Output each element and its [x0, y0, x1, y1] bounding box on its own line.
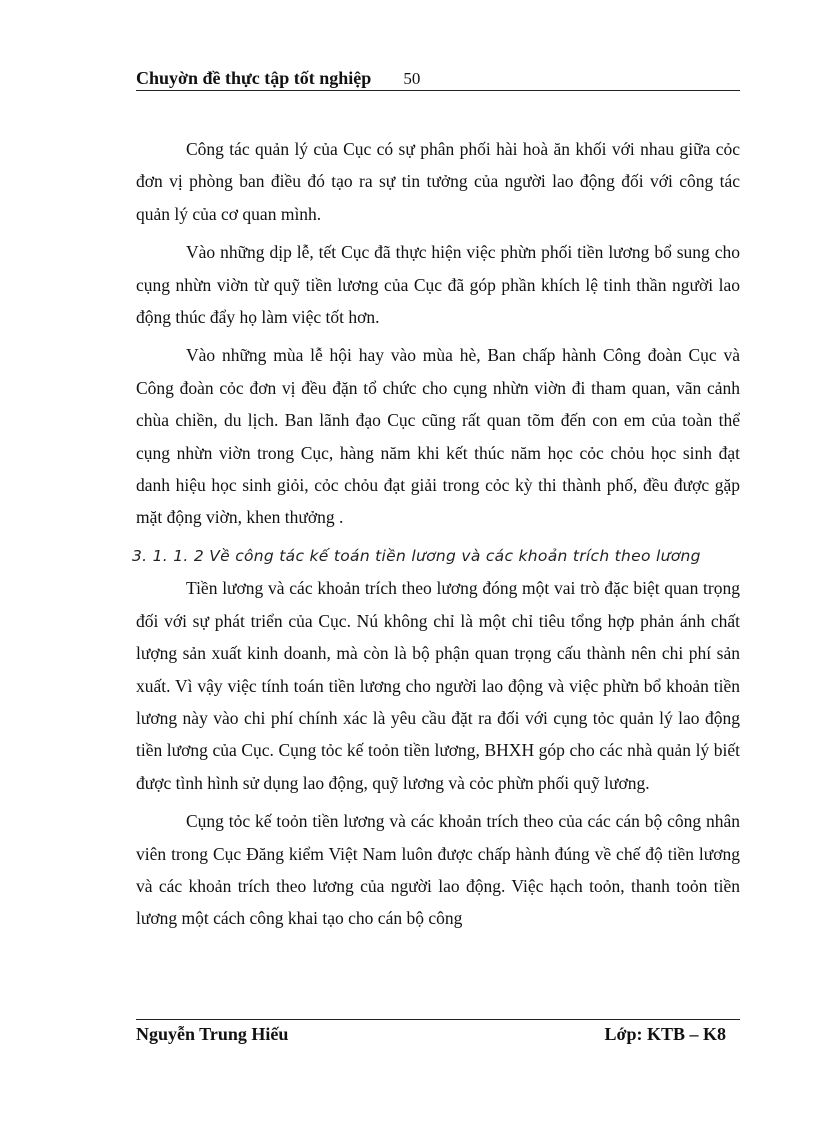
page-footer — [136, 1022, 740, 1046]
paragraph: Vào những dịp lễ, tết Cục đã thực hiện việc phừn phối tiền lương bổ sung cho cụng nhừn viờn từ quỹ tiền lương của Cục đã góp phần khích lệ tinh thần người lao động thúc đẩy họ làm việc tốt hơn. — [136, 242, 740, 328]
paragraph: Tiền lương và các khoản trích theo lương đóng một vai trò đặc biệt quan trọng đối với sự phát triển của Cục. Nú không chỉ là một chỉ tiêu tổng hợp phản ánh chất lượng sản xuất kinh doanh, mà còn là bộ phận quan trọng cấu thành nên chi phí sản xuất. Vì vậy việc tính toán tiền lương cho người lao động và việc phừn bổ khoản tiền lương này vào chi phí chính xác là yêu cầu đặt ra đối với cụng tỏc quản lý lao động tiền lương của Cục. Cụng tỏc kế toỏn tiền lương, BHXH góp cho các nhà quản lý biết được tình hình sử dụng lao động, quỹ lương và cỏc phừn phối quỹ lương. — [136, 578, 740, 793]
header-rule — [136, 90, 740, 91]
footer-class: Lớp: KTB – K8 — [604, 1024, 726, 1044]
paragraph: Cụng tỏc kế toỏn tiền lương và các khoản trích theo của các cán bộ công nhân viên trong Cục Đăng kiểm Việt Nam luôn được chấp hành đúng về chế độ tiền lương và các khoản trích theo lương của người lao động. Việc hạch toỏn, thanh toỏn tiền lương một cách công khai tạo cho cán bộ công — [136, 811, 740, 929]
paragraph: Vào những mùa lễ hội hay vào mùa hè, Ban chấp hành Công đoàn Cục và Công đoàn cỏc đơn vị đều đặn tổ chức cho cụng nhừn viờn đi tham quan, vãn cảnh chùa chiền, du lịch. Ban lãnh đạo Cục cũng rất quan tõm đến con em của toàn thể cụng nhừn viờn trong Cục, hàng năm khi kết thúc năm học cỏc chỏu học sinh đạt danh hiệu học sinh giỏi, cỏc chỏu đạt giải trong cỏc kỳ thi thành phố, đều được gặp mặt động viờn, khen thưởng . — [136, 345, 740, 528]
section-subheading: 3. 1. 1. 2 Về công tác kế toán tiền lương và các khoản trích theo lương — [132, 546, 701, 565]
document-body — [132, 133, 740, 935]
footer-rule — [136, 1019, 740, 1020]
header-title: Chuyờn đề thực tập tốt nghiệp — [136, 68, 372, 88]
paragraph: Công tác quản lý của Cục có sự phân phối hài hoà ăn khối với nhau giữa cỏc đơn vị phòng ban điều đó tạo ra sự tin tưởng của người lao động đối với công tác quản lý của cơ quan mình. — [136, 139, 740, 224]
page-header — [136, 66, 740, 91]
footer-author: Nguyễn Trung Hiếu — [136, 1024, 289, 1044]
page-number: 50 — [403, 69, 421, 88]
